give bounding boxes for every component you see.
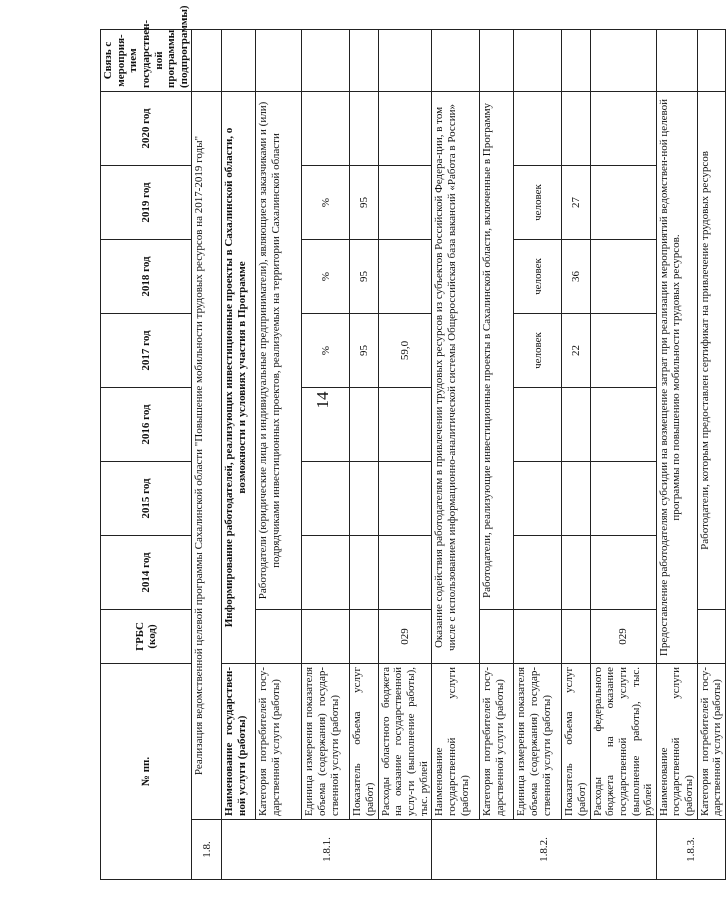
expense-value [378,165,432,239]
program-table [100,5,726,880]
table-row [514,29,562,879]
unit-value: человек [514,313,562,387]
volume-value: 95 [350,165,378,239]
expense-value [378,387,432,461]
header-link: Связь с мероприя-тием государствен-ной программы (подпрограммы) [101,29,192,91]
unit-value: человек [514,165,562,239]
grbs-cell [480,609,514,663]
unit-value [302,387,350,461]
unit-value: % [302,239,350,313]
volume-value [562,387,590,461]
volume-value: 27 [562,165,590,239]
consumers-value: Работодатели (юридические лица и индивидуальные предприниматели), являющиеся заказчиками и (или) подрядчиками инвестиционных проектов, реализуемых на территории Сахалинской области [256,91,302,609]
volume-value: 95 [350,239,378,313]
row-label: Категория потребителей госу-дарственной услуги (работы) [480,663,514,819]
row-label: Единица измерения показателя объема (содержания) государ-ственной услуги (работы) [302,663,350,819]
row-label: Наименование государственной услуги (работы) [656,663,697,819]
table-canvas [100,5,724,880]
grbs-cell [514,609,562,663]
header-year: 2018 год [101,239,192,313]
volume-value [350,535,378,609]
header-year: 2016 год [101,387,192,461]
item-number: 1.8.1. [222,820,432,880]
section-number: 1.8. [192,820,222,880]
expense-value: 59,0 [378,313,432,387]
link-cell [514,29,562,91]
row-label: Показатель объема услуг (работ) [562,663,590,819]
expense-value [378,535,432,609]
expense-value [590,165,656,239]
table-row [302,29,350,879]
link-cell [222,29,256,91]
consumers-value: Работодатели, которым предоставлен сертификат на привлечение трудовых ресурсов [697,91,725,609]
expense-value [590,239,656,313]
row-label: Расходы федерального бюджета на оказание государственной услуги (выполнение работы), тыс. рублей [590,663,656,819]
table-row [656,29,697,879]
table-row [256,29,302,879]
expense-value [378,461,432,535]
table-row [378,29,432,879]
grbs-cell [350,609,378,663]
link-cell [256,29,302,91]
section-title: Реализация ведомственной целевой программы Сахалинской области "Повышение мобильности трудовых ресурсов на 2017-2019 годы" [192,91,222,819]
service-name: Информирование работодателей, реализующих инвестиционные проекты в Сахалинской области, о возможности и условиях участия в Программе [222,91,256,663]
grbs-cell [697,609,725,663]
expense-value [590,461,656,535]
volume-value [562,535,590,609]
expense-value [590,313,656,387]
link-cell [656,29,697,91]
row-label: Показатель объема услуг (работ) [350,663,378,819]
link-cell [562,29,590,91]
unit-value [514,91,562,165]
row-label: Расходы областного бюджета на оказание государственной услу-ги (выполнение работы), тыс. рублей [378,663,432,819]
link-cell [350,29,378,91]
table-row [480,29,514,879]
section-row [192,29,222,879]
table-row [697,29,725,879]
unit-value [302,461,350,535]
link-cell [480,29,514,91]
header-year: 2015 год [101,461,192,535]
link-cell [432,29,480,91]
consumers-value: Работодатели, реализующие инвестиционные проекты в Сахалинской области, включенные в Программу [480,91,514,609]
header-grbs: ГРБС (код) [101,609,192,663]
row-label: Категория потребителей госу-дарственной услуги (работы) [697,663,725,819]
header-year: 2014 год [101,535,192,609]
row-label: Единица измерения показателя объема (содержания) государ-ственной услуги (работы) [514,663,562,819]
volume-value [350,91,378,165]
expense-value [590,91,656,165]
table-row [432,29,480,879]
service-name: Предоставление работодателям субсидии на возмещение затрат при реализации мероприятий ведомствен-ной целевой программы по повышению мобильности трудовых ресурсов. [656,91,697,663]
grbs-cell [302,609,350,663]
table-row [222,29,256,879]
volume-value: 36 [562,239,590,313]
row-label: Наименование государствен-ной услуги (работы) [222,663,256,819]
row-label: Наименование государственной услуги (работы) [432,663,480,819]
volume-value: 22 [562,313,590,387]
table-row [562,29,590,879]
grbs-code: 029 [378,609,432,663]
header-year: 2017 год [101,313,192,387]
unit-value [514,387,562,461]
expense-value [378,239,432,313]
unit-value [514,535,562,609]
expense-value [378,91,432,165]
unit-value: % [302,165,350,239]
header-year: 2020 год [101,91,192,165]
table-row [590,29,656,879]
item-number: 1.8.2. [432,820,656,880]
volume-value: 95 [350,313,378,387]
unit-value: % [302,313,350,387]
unit-value [302,535,350,609]
unit-value [302,91,350,165]
row-label: Категория потребителей госу-дарственной услуги (работы) [256,663,302,819]
grbs-cell [562,609,590,663]
expense-value [590,387,656,461]
grbs-cell [256,609,302,663]
service-name: Оказание содействия работодателям в привлечении трудовых ресурсов из субъектов Российской Федера-ции, в том числе с использованием информационно-аналитической системы Общероссийская база вакансий «Работа в России» [432,91,480,663]
table-row [350,29,378,879]
volume-value [562,461,590,535]
expense-value [590,535,656,609]
unit-value: человек [514,239,562,313]
link-cell [590,29,656,91]
link-cell [697,29,725,91]
header-no: № пп. [101,663,192,879]
volume-value [350,387,378,461]
unit-value [514,461,562,535]
link-cell [302,29,350,91]
grbs-code: 029 [590,609,656,663]
item-number: 1.8.3. [656,820,725,880]
volume-value [562,91,590,165]
header-year: 2019 год [101,165,192,239]
link-cell [192,29,222,91]
header-row [101,29,192,879]
volume-value [350,461,378,535]
link-cell [378,29,432,91]
page-number: 14 [313,391,332,409]
